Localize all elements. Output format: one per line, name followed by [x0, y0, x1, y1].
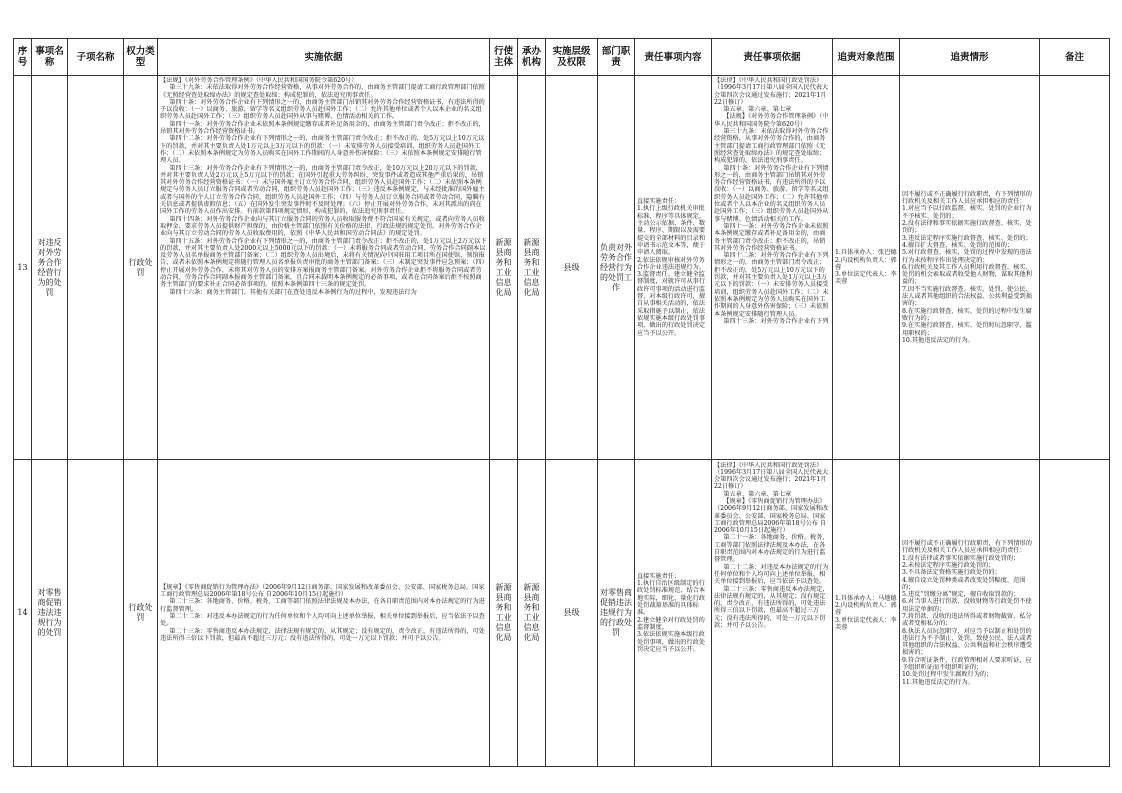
row-item-name: 对违反对外劳务合作经营行为的处罚 — [32, 76, 68, 460]
paragraph: 9.在实施行政督查、核实、处罚时玩忽职守、滥用职权的； — [902, 322, 1032, 337]
table-row — [14, 76, 1110, 460]
row-subject: 新源县商务和工业信息化局 — [490, 460, 518, 767]
power-list-table — [13, 38, 1110, 767]
row-target: 1.具体承办人：马地德 2.内设机构负责人：郭蓉 3.单位法定代表人：李芙蓉 — [833, 460, 900, 767]
paragraph: 【法律】《中华人民共和国行政处罚法》（1996年3月17日第八届全国人民代表大会第四次会议通过发布施行；2021年1月22日修订） — [714, 77, 829, 106]
paragraph: 2.依法依规审核对外劳务合作企业违法违规行为。 — [637, 256, 706, 271]
paragraph: 第四十五条：对外劳务合作企业有下列情形之一的，由商务主管部门责令改正；拒不改正的，处1万元以上2万元以下的罚款，并对其主要负责人处2000元以上5000元以下的罚款：（一）未将服务合同或者劳动合同、劳务合作合同副本以及劳务人员名单报商务主管部门备案；（二）组织劳务人员出境后，未将有关情况向中国驻用工项目所在国使馆、领馆报告，或者未依照本条例规定将随行管理人员名单报负责审批的商务主管部门备案；（三）未制定突发事件应急预案；（四）停止开展对外劳务合作，未将其对劳务人员的安排方案报商务主管部门备案。对外劳务合作企业拒不将服务合同或者劳动合同、劳务合作合同副本报商务主管部门备案，且合同未载明本条例规定的必备事项，或者在合同备案后拒不按照商务主管部门的要求补正合同必备事项的，依照本条例第四十三条的规定处罚。 — [160, 237, 487, 289]
paragraph: 第四十三条：对外劳务合作企业有下列 — [723, 317, 829, 325]
paragraph: 3.依法依规实施本级行政处罚事项，做出的行政处罚决定应当予以公开。 — [637, 631, 706, 653]
row-basis — [158, 460, 490, 767]
paragraph: 因不履行或不正确履行行政职责，有下列情形的行政机关及相关工作人员应承担相应的责任： — [902, 540, 1032, 555]
row-duty: 对零售商促销违法违规行为的行政处罚 — [598, 460, 635, 767]
paragraph: 第二十一条：各地商务、价格、税务、工商等部门依照法律法规及本办法，在各自职责范围内对本办法规定的行为进行监督管理。 — [714, 534, 829, 564]
paragraph: 3.监督责任。建立健全监督制度，对就许可从事行政许可事项的活动进行监督，对本级行政许可，擅自从事相关活动的，依法采取措施予以制止，依法依规实施本级行政处罚事项，做出的行政处罚决定应当予以公开。 — [637, 271, 706, 337]
row-target: 1.具体承办人：张巴德 2.内设机构负责人：郭蓉 3.单位法定代表人：李芙蓉 — [833, 76, 900, 460]
paragraph: 2.没有法律和事实依据实施行政督查、核实、处罚的； — [902, 220, 1032, 235]
header-item-name: 事项名称 — [32, 39, 68, 76]
table-row — [14, 460, 1110, 767]
paragraph: 4.擅自设立处罚种类或者改变处罚幅度、范围的； — [902, 576, 1026, 591]
paragraph: 第四十二条：对外劳务合作企业有下列情形之一的，由商务主管部门责令改正；拒不改正的，处5万元以上10万元以下的罚款，并对其主要负责人处1万元以上3万元以下的罚款：（一）未安排劳务人员接受培训，组织劳务人员赴国外工作；（二）未依照本条例规定为劳务人员购买在国外工作期间的人身意外伤害保险；（三）未依照本条例规定安排随行管理人员。 — [714, 252, 829, 318]
paragraph: 【法规】《对外劳务合作管理条例》（中华人民共和国国务院令第620号） — [160, 77, 358, 84]
paragraph: 10.其他违反法定的行为。 — [902, 336, 974, 344]
situations-text — [902, 540, 1037, 686]
row-item-name: 对零售商促销违法违规行为的处罚 — [32, 460, 68, 767]
paragraph: 第二十三条：零售商违反本办法规定，法律法规有规定的，从其规定；没有规定的，责令改正，有违法所得的，可处违法所得三倍以下罚款，但最高不超过三万元；没有违法所得的，可处一万元以下罚款；并可予以公告。 — [714, 585, 829, 630]
row-note — [1040, 76, 1110, 460]
row-sub-item — [68, 76, 124, 460]
header-org: 承办机构 — [518, 39, 546, 76]
paragraph: 因不履行或不正确履行行政职责，有下列情形的行政机关及相关工作人员应承担相应的责任： — [902, 190, 1032, 206]
row-subject: 新源县商务和工业信息化局 — [490, 76, 518, 460]
row-level: 县级 — [546, 460, 598, 767]
row-level: 县级 — [546, 76, 598, 460]
row-situations — [900, 460, 1040, 767]
row-org: 新源县商务和工业信息化局 — [518, 76, 546, 460]
paragraph: 3.不具备法定资格实施行政处罚的； — [902, 569, 1001, 577]
header-situations: 追责情形 — [900, 39, 1040, 76]
paragraph: 2.未按法定程序实施行政处罚的； — [902, 561, 995, 569]
paragraph: 6.行政机关及其工作人员利用行政督查、核实、处罚的机会索取或者收受他人财物，谋取其他利益的； — [902, 263, 1032, 286]
paragraph: 7.将罚款、没收的违法所得或者财物截留、私分或者变相私分的； — [902, 613, 1032, 628]
row-sub-item — [68, 460, 124, 767]
row-content — [635, 460, 712, 767]
content-text — [637, 573, 709, 653]
header-level: 实施层级及权限 — [546, 39, 598, 76]
paragraph: 第三十九条：未依法取得对外劳务合作经营资格，从事对外劳务合作的，由商务主管部门提请工商行政管理部门依照《无照经营查处取缔办法》的规定查处取缔；构成犯罪的，依法追究刑事责任。 — [160, 84, 485, 99]
row-basis — [158, 76, 490, 460]
header-subject: 行使主体 — [490, 39, 518, 76]
paragraph: 1.没有法律或者事实依据实施行政处罚的； — [902, 554, 1020, 562]
paragraph: 2.建立健全对行政处罚的监督制度。 — [637, 616, 705, 631]
header-target: 追责对象范围 — [833, 39, 900, 76]
header-duty: 部门职责 — [598, 39, 635, 76]
paragraph: 【法规】《对外劳务合作管理条例》（中华人民共和国国务院令第620号） — [714, 113, 829, 128]
paragraph: 第四十条：对外劳务合作企业有下列情形之一的，由商务主管部门吊销其对外劳务合作经营资格证书，有违法所得的予以没收：（一）以商务、旅游、留学等名义组织劳务人员赴国外工作；（二）允许其他单位或者个人以本企业的名义组织劳务人员赴国外工作；（三）组织劳务人员赴国外从事与赌博、色情活动相关的工作。 — [160, 98, 485, 121]
paragraph: 11.其他违反法定的行为。 — [902, 678, 974, 686]
paragraph: 第三十九条：未依法取得对外劳务合作经营资格，从事对外劳务合作的，由商务主管部门提请工商行政管理部门依照《无照经营查处取缔办法》的规定查处取缔；构成犯罪的，依法追究刑事责任。 — [714, 128, 829, 165]
basis-text — [160, 584, 487, 642]
paragraph: 8.执法人员玩忽职守，对应当予以制止和处罚的违法行为不予制止、处罚，致使公民、法人或者其他组织的合法权益、公共利益和社会秩序遭受损害的； — [902, 627, 1032, 657]
header-content: 责任事项内容 — [635, 39, 712, 76]
duty-basis-text — [714, 77, 830, 457]
row-duty: 负责对外劳务合作经营行为的处罚工作 — [598, 76, 635, 460]
paragraph: 【规章】《零售商促销行为管理办法》（2006年9月12日商务部、国家发展和改革委员会、公安部、国家税务总局、国家工商行政管理总局2006年第18号公布 自2006年10月15日起施行） — [160, 583, 485, 599]
basis-text — [160, 77, 487, 457]
paragraph: 5.对行政督查、核实、处罚的过程中发现的违法行为未按程序作出处理决定的； — [902, 249, 1032, 264]
header-row — [14, 39, 1110, 76]
row-situations — [900, 76, 1040, 460]
paragraph: 第二十三条：各地商务、价格、税务、工商等部门依照法律法规及本办法，在各自职责范围内对本办法规定的行为进行监督管理。 — [160, 598, 485, 613]
header-basis: 实施依据 — [158, 39, 490, 76]
paragraph: 8.在实施行政督查、核实、处罚的过程中发生腐败行为的； — [902, 307, 1032, 322]
paragraph: 9.符合听证条件、行政管理相对人要求听证，应予组织听证而不组织听证的； — [902, 656, 1032, 672]
paragraph: 第四十二条：对外劳务合作企业有下列情形之一的，由商务主管部门责令改正；拒不改正的，处5万元以上10万元以下的罚款，并对其主要负责人处1万元以上3万元以下的罚款：（一）未安排劳务人员接受培训，组织劳务人员赴国外工作；（二）未依照本条例规定为劳务人员购买在国外工作期间的人身意外伤害保险；（三）未依照本条例规定安排随行管理人员。 — [160, 135, 485, 165]
paragraph: 直接实施责任： — [637, 572, 681, 580]
paragraph: 直接实施责任： — [637, 198, 681, 206]
row-content — [635, 76, 712, 460]
row-org: 新源县商务和工业信息化局 — [518, 460, 546, 767]
paragraph: 第二十二条：对违反本办法规定的行为任何单位和个人均可向上述单位举报，相关单位接到举报后，应当依法予以查处。 — [714, 563, 829, 586]
paragraph: 5.违反“罚缴分离”规定，擅自收取罚款的； — [902, 591, 1020, 599]
paragraph: 第四十条：对外劳务合作企业有下列情形之一的，由商务主管部门吊销其对外劳务合作经营资格证书，有违法所得的予以没收：（一）以商务、旅游、留学等名义组织劳务人员赴国外工作；（二）允许其他单位或者个人以本企业的名义组织劳务人员赴国外工作；（三）组织劳务人员赴国外从事与赌博、色情活动相关的工作。 — [714, 164, 829, 223]
paragraph: 第四十三条：对外劳务合作企业有下列情形之一的，由商务主管部门责令改正，处10万元以上20万元以下的罚款，并对其主要负责人处2万元以上5万元以下的罚款；在国外引起重大劳务纠纷、突发事件或者造成其他严重后果的，吊销其对外劳务合作经营资格证书：（一）未与国外雇主订立劳务合作合同，组织劳务人员赴国外工作；（二）未依照本条例规定与劳务人员订立服务合同或者劳动合同，组织劳务人员赴国外工作；（三）违反本条例规定，与未经批准的国外雇主或者与国外的个人订立劳务合作合同，组织劳务人员赴国外工作；（四）与劳务人员订立服务合同或者劳动合同，隐瞒有关信息或者提供虚假信息；（五）在国外发生突发事件时不及时处理；（六）停止开展对外劳务合作，未对其派出的尚在国外工作的劳务人员作出安排。有前款第四项规定情形，构成犯罪的，依法追究刑事责任。 — [160, 164, 485, 216]
content-text — [637, 198, 709, 337]
row-power-type: 行政处罚 — [124, 460, 158, 767]
row-duty-basis — [712, 76, 833, 460]
header-note: 备注 — [1040, 39, 1110, 76]
row-no: 13 — [14, 76, 32, 460]
paragraph: 7.因不当实施行政督查、核实、处罚，使公民、法人或者其他组织的合法权益、公共利益受到损害的； — [902, 285, 1032, 308]
paragraph: 1.执行自治区级制定的行政处罚标准规范，结合本地实际，细化、量化行政处罚裁量基准的具体标准。 — [637, 580, 706, 617]
paragraph: 3.违反法定程序实施行政督查、核实、处罚的； — [902, 234, 1032, 242]
paragraph: 6.对当事人进行罚款、没收财物等行政处罚不使用法定单据的； — [902, 598, 1032, 613]
paragraph: 4.擅自扩大督查、核实、处罚的范围的； — [902, 241, 1014, 249]
paragraph: 第四十六条：商务主管部门、其他有关部门在查处违反本条例行为的过程中，发现违法行为 — [169, 288, 417, 296]
header-duty-basis: 责任事项依据 — [712, 39, 833, 76]
paragraph: 第二十三条：零售商违反本办法规定，法律法规有规定的，从其规定；没有规定的，责令改正，有违法所得的，可处违法所得三倍以下罚款，但最高不超过三万元；没有违法所得的，可处一万元以下罚款；并可予以公告。 — [160, 627, 485, 642]
paragraph: 第五章、第六章、第七章 — [723, 106, 792, 114]
row-no: 14 — [14, 460, 32, 767]
paragraph: 1.对应当予以行政监督、核实、处罚的企业行为不予核实、处罚的； — [902, 205, 1032, 220]
header-sub-item: 子项名称 — [68, 39, 124, 76]
paragraph: 第四十四条：对外劳务合作企业向与其订立服务合同的劳务人员收取服务费不符合国家有关规定，或者向劳务人员收取押金、要求劳务人员提供财产担保的，由价格主管部门依照有关价格的法律、行政法规的规定处罚。对外劳务合作企业向与其订立劳动合同的劳务人员收取费用的，依照《中华人民共和国劳动合同法》的规定处罚。 — [160, 215, 485, 238]
header-no: 序号 — [14, 39, 32, 76]
paragraph: 【规章】《零售商促销行为管理办法》（2006年9月12日商务部、国家发展和改革委员会、公安部、国家税务总局、国家工商行政管理总局2006年第18号公布 自2006年10月15日起施行） — [714, 497, 829, 535]
paragraph: 10.处罚过程中发生腐败行为的； — [902, 671, 993, 679]
paragraph: 1.执行上级行政机关审批标准、程序等具体规定，主动公示依据、条件、数量、程序、期限以及需要提交的全部材料的目录和申请书示范文本等，便于申请人阅取。 — [637, 205, 706, 257]
row-note — [1040, 460, 1110, 767]
row-duty-basis — [712, 460, 833, 767]
situations-text — [902, 191, 1037, 344]
paragraph: 【法律】《中华人民共和国行政处罚法》（1996年3月17日第八届全国人民代表大会第四次会议通过发布施行；2021年1月22日修订） — [714, 461, 829, 491]
duty-basis-text — [714, 462, 830, 765]
header-power-type: 权力类型 — [124, 39, 158, 76]
paragraph: 第四十一条：对外劳务合作企业未依照本条例规定缴存或者补足备用金的，由商务主管部门责令改正；拒不改正的，吊销其对外劳务合作经营资格证书。 — [160, 120, 485, 136]
paragraph: 第五章、第六章、第七章 — [723, 490, 792, 498]
paragraph: 第二十二条：对违反本办法规定的行为任何单位和个人均可向上述单位举报，相关单位接到举报后，应当依法予以查处。 — [160, 613, 485, 628]
row-power-type: 行政处罚 — [124, 76, 158, 460]
paragraph: 第四十一条：对外劳务合作企业未依照本条例规定缴存或者补足备用金的，由商务主管部门责令改正；拒不改正的，吊销其对外劳务合作经营资格证书。 — [714, 222, 829, 252]
